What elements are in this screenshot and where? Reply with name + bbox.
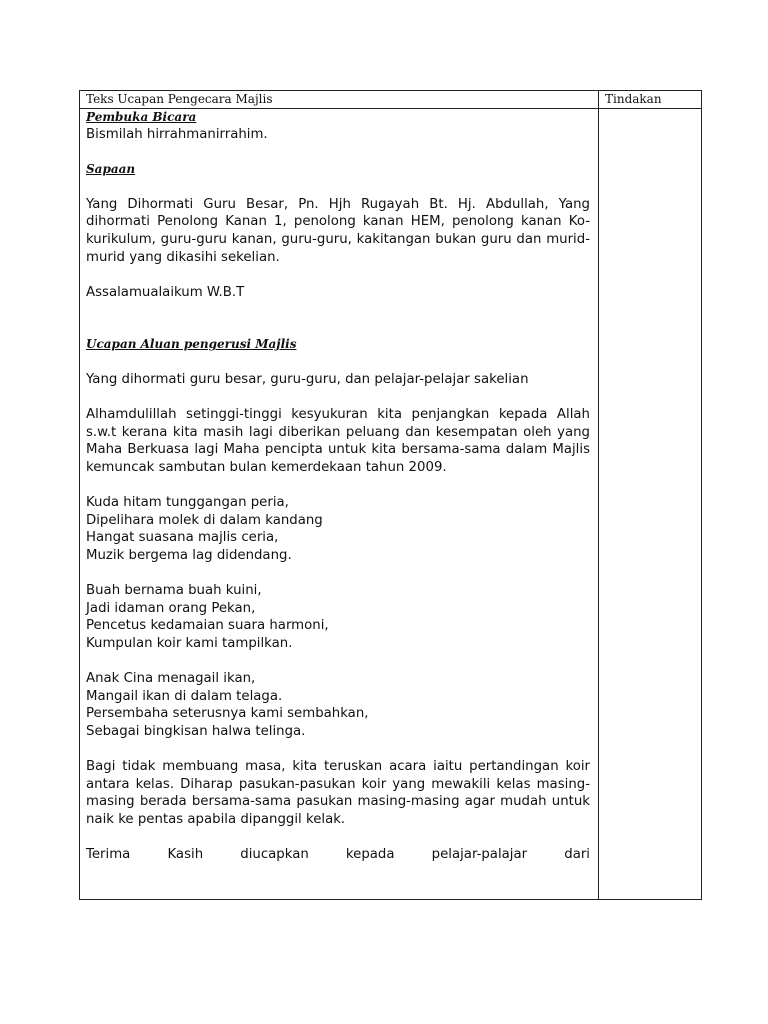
action-cell xyxy=(599,109,702,900)
pantun-stanza xyxy=(86,582,590,652)
table-body-row xyxy=(80,109,702,900)
speech-table xyxy=(79,90,702,900)
aluan-paragraph: Alhamdulillah setinggi-tinggi kesyukuran kita penjangkan kepada Allah s.w.t kerana kita masih lagi diberikan peluang dan kesempatan oleh yang Maha Berkuasa lagi Maha pencipta untuk kita bersama-sama dalam Majlis kemuncak sambutan bulan kemerdekaan tahun 2009. xyxy=(86,407,590,475)
pantun-line: Buah bernama buah kuini, xyxy=(86,583,262,599)
sapaan-paragraph: Yang Dihormati Guru Besar, Pn. Hjh Rugayah Bt. Hj. Abdullah, Yang dihormati Penolong Kanan 1, penolong kanan HEM, penolong kanan Ko-kurikulum, guru-guru kanan, guru-guru, kakitangan bukan guru dan murid-murid yang dikasihi sekelian. xyxy=(86,196,590,265)
pantun-line: Mangail ikan di dalam telaga. xyxy=(86,688,283,704)
pantun-line: Jadi idaman orang Pekan, xyxy=(86,600,256,616)
pantun-line: Hangat suasana majlis ceria, xyxy=(86,530,279,546)
pantun-line: Kumpulan koir kami tampilkan. xyxy=(86,635,293,651)
header-action: Tindakan xyxy=(599,91,702,109)
pantun-line: Dipelihara molek di dalam kandang xyxy=(86,512,323,528)
pantun-stanza xyxy=(86,494,590,564)
heading-ucapan-aluan: Ucapan Aluan pengerusi Majlis xyxy=(86,337,297,352)
pantun-stanza xyxy=(86,670,590,740)
salam-line: Assalamualaikum W.B.T xyxy=(86,284,245,300)
closing-paragraph: Bagi tidak membuang masa, kita teruskan acara iaitu pertandingan koir antara kelas. Diharap pasukan-pasukan koir yang mewakili kelas masing-masing berada bersama-sama pasukan masing-masing agar mudah untuk naik ke pentas apabila dipanggil kelak. xyxy=(86,759,590,827)
thanks-line: Terima Kasih diucapkan kepada pelajar-palajar dari xyxy=(86,846,590,862)
pantun-line: Kuda hitam tunggangan peria, xyxy=(86,495,289,511)
pantun-line: Anak Cina menagail ikan, xyxy=(86,671,256,687)
heading-pembuka-bicara: Pembuka Bicara xyxy=(86,110,197,124)
aluan-greeting: Yang dihormati guru besar, guru-guru, dan pelajar-pelajar sakelian xyxy=(86,371,529,387)
table-header-row xyxy=(80,91,702,109)
heading-sapaan: Sapaan xyxy=(86,162,136,177)
header-speech-text: Teks Ucapan Pengecara Majlis xyxy=(80,91,599,109)
speech-text-cell xyxy=(80,109,599,900)
pantun-line: Pencetus kedamaian suara harmoni, xyxy=(86,618,329,634)
pantun-line: Muzik bergema lag didendang. xyxy=(86,547,292,563)
speech-content xyxy=(80,109,598,864)
pantun-line: Persembaha seterusnya kami sembahkan, xyxy=(86,706,369,722)
pantun-line: Sebagai bingkisan halwa telinga. xyxy=(86,723,306,739)
opening-line: Bismilah hirrahmanirrahim. xyxy=(86,127,268,142)
